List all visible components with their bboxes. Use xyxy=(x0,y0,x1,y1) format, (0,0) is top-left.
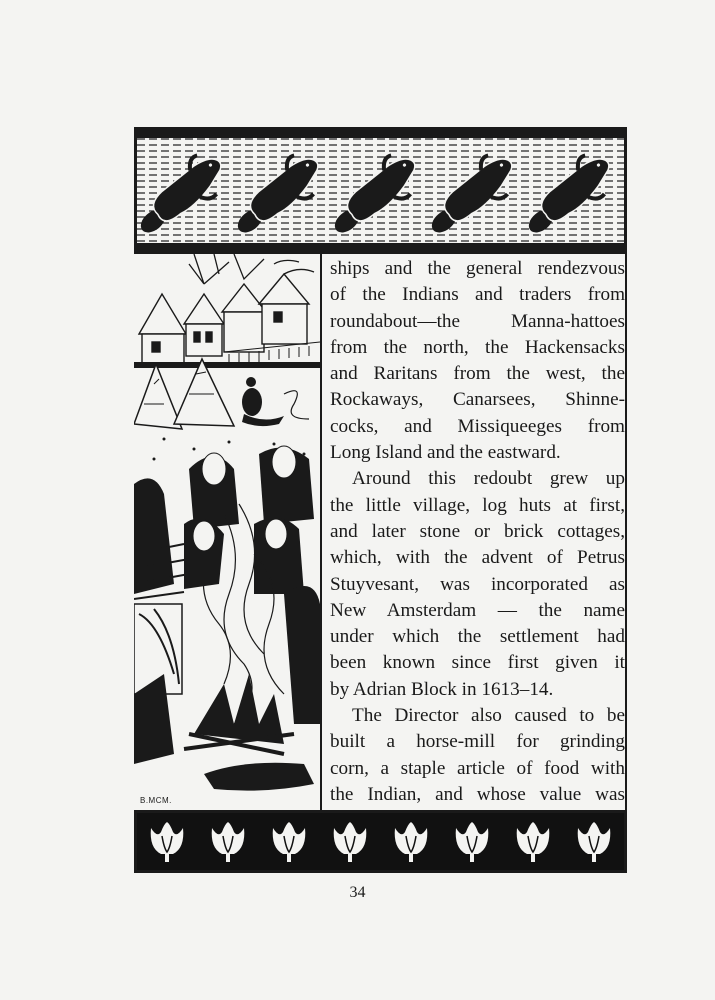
beaver-band-art xyxy=(137,130,624,251)
text-line: of the Indians and traders from xyxy=(330,284,625,306)
text-line: been known since first given it xyxy=(330,652,625,674)
text-line: and later stone or brick cottages, xyxy=(330,520,625,542)
body-text xyxy=(330,256,625,808)
text-line: Rockaways, Canarsees, Shinne- xyxy=(330,389,625,411)
text-line: built a horse-mill for grinding xyxy=(330,731,625,753)
campfire-illustration xyxy=(134,254,320,810)
text-line: corn, a staple article of food with xyxy=(330,757,625,779)
text-line: which, with the advent of Petrus xyxy=(330,547,625,569)
text-line: Long Island and the eastward. xyxy=(330,442,561,464)
text-line: cocks, and Missiqueeges from xyxy=(330,415,625,437)
text-line: The Director also caused to be xyxy=(352,705,625,727)
page-number: 34 xyxy=(349,884,366,901)
text-line: and Raritans from the west, the xyxy=(330,363,625,385)
text-line: from the north, the Hackensacks xyxy=(330,336,625,358)
text-line: the Indian, and whose value was xyxy=(330,783,625,805)
text-line: Stuyvesant, was incorporated as xyxy=(330,573,625,595)
text-line: under which the settlement had xyxy=(330,626,625,648)
illustration-panel xyxy=(134,254,322,810)
text-line: Around this redoubt grew up xyxy=(352,468,625,490)
text-line: roundabout—the Manna-hattoes xyxy=(330,310,625,332)
top-ornament-band xyxy=(134,127,627,254)
tulip-band-art xyxy=(137,813,624,870)
bottom-ornament-band xyxy=(134,810,627,873)
illustrator-signature: B.MCM. xyxy=(140,796,172,805)
text-line: the little village, log huts at first, xyxy=(330,494,625,516)
text-line: by Adrian Block in 1613–14. xyxy=(330,678,554,700)
text-line: New Amsterdam — the name xyxy=(330,599,625,621)
text-line: ships and the general rendezvous xyxy=(330,258,625,279)
